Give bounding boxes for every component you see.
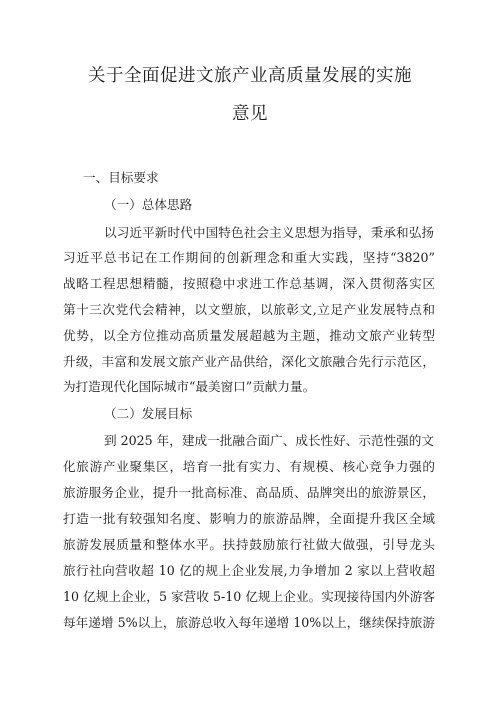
section-heading-targets: 一、目标要求: [83, 170, 159, 185]
document-title-line-2: 意见: [232, 104, 268, 124]
paragraph-line: 优势，以全方位推动高质量发展超越为主题，推动文旅产业转型: [63, 328, 435, 343]
paragraph-line: 第十三次党代会精神，以文塑旅，以旅彰文,立足产业发展特点和: [63, 302, 435, 317]
paragraph-line: 旅游发展质量和整体水平。扶持鼓励旅行社做大做强，引导龙头: [63, 537, 435, 552]
paragraph-line: 10 亿规上企业，5 家营收 5-10 亿规上企业。实现接待国内外游客: [63, 589, 435, 604]
subsection-heading-overall-approach: （一）总体思路: [104, 197, 193, 212]
paragraph-line: 每年递增 5%以上，旅游总收入每年递增 10%以上，继续保持旅游: [63, 615, 435, 630]
paragraph-line: 习近平总书记在工作期间的创新理念和重大实践，坚持“3820”: [63, 250, 435, 265]
paragraph-line: 化旅游产业聚集区，培育一批有实力、有规模、核心竞争力强的: [63, 459, 435, 474]
paragraph-line: 旅行社向营收超 10 亿的规上企业发展,力争增加 2 家以上营收超: [63, 563, 435, 578]
paragraph-line: 旅游服务企业，提升一批高标准、高品质、品牌突出的旅游景区，: [63, 485, 435, 500]
paragraph-line: 为打造现代化国际城市“最美窗口”贡献力量。: [63, 379, 316, 394]
paragraph-line: 战略工程思想精髓，按照稳中求进工作总基调，深入贯彻落实区: [63, 276, 435, 291]
document-title-line-1: 关于全面促进文旅产业高质量发展的实施: [88, 66, 412, 86]
paragraph-line: 以习近平新时代中国特色社会主义思想为指导，秉承和弘扬: [104, 225, 434, 240]
paragraph-line: 升级，丰富和发展文旅产业产品供给，深化文旅融合先行示范区，: [63, 354, 435, 369]
subsection-heading-development-goals: （二）发展目标: [104, 406, 193, 421]
paragraph-line: 到 2025 年，建成一批融合面广、成长性好、示范性强的文: [104, 433, 434, 448]
paragraph-line: 打造一批有较强知名度、影响力的旅游品牌，全面提升我区全域: [63, 511, 435, 526]
